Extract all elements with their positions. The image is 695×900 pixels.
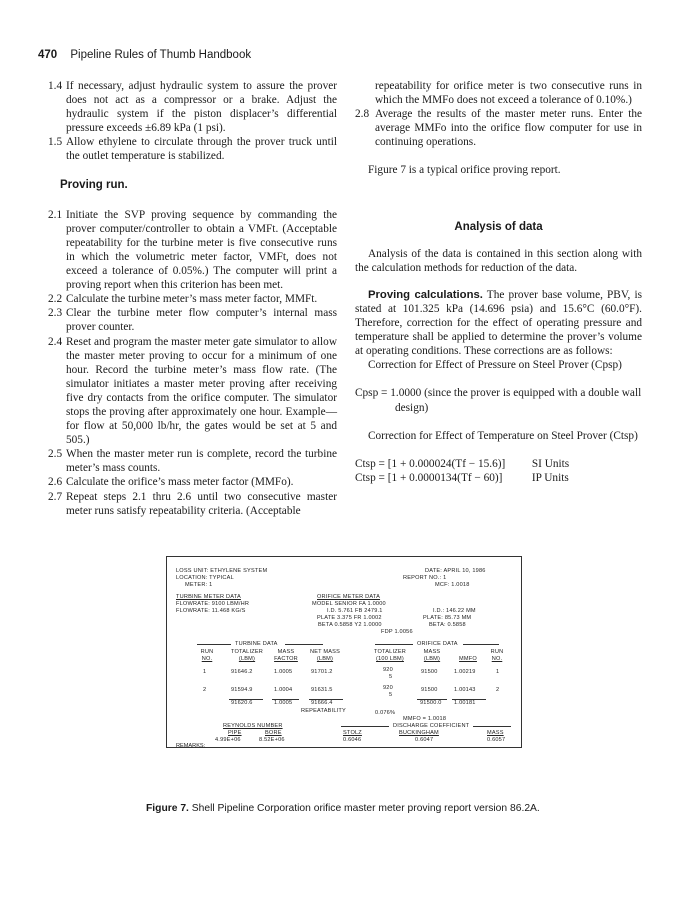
analysis-text: Analysis of the data is contained in this section along with the calculation methods for reduction of the data. bbox=[355, 247, 642, 274]
proving-report-figure bbox=[166, 556, 522, 748]
orifice-row: MODEL SENIOR FA 1.0000 bbox=[312, 601, 386, 607]
report-location: LOCATION: TYPICAL bbox=[176, 575, 234, 581]
continuation-text: repeatability for orifice meter is two consecutive runs in which the MMFo does not exceed a tolerance of 0.10%.) bbox=[375, 80, 642, 107]
cpsp-title: Correction for Effect of Pressure on Steel Prover (Cpsp) bbox=[368, 359, 622, 372]
cell-orifice-totalizer-2: 5 bbox=[389, 692, 393, 698]
dc-value: 0.6046 bbox=[343, 737, 362, 743]
caption-label: Figure 7. bbox=[146, 803, 189, 814]
orifice-row: PLATE 3.375 FR 1.0002 bbox=[317, 615, 382, 621]
proving-calc-heading: Proving calculations. bbox=[368, 288, 483, 301]
step-item: 2.1 Initiate the SVP proving sequence by commanding the prover computer/controller to obtain a VMFt. (Acceptable repeatability for the turbine meter is five consecutive runs in which the volumetric meter factor, VMFt, does not exceed a tolerance of 0.05%.) The computer will print a proving report when this criterion has been met. bbox=[48, 208, 337, 292]
dc-header: STOLZ bbox=[343, 730, 362, 736]
re-value: 4.99E+06 bbox=[215, 737, 241, 743]
dc-header: BUCKINGHAM bbox=[399, 730, 439, 736]
divider bbox=[341, 726, 389, 727]
section-heading: Proving run. bbox=[60, 178, 128, 191]
col-header: MMFO bbox=[459, 656, 477, 662]
avg-mmfo: 1.00181 bbox=[454, 700, 476, 706]
re-value: 8.52E+06 bbox=[259, 737, 285, 743]
col-header: MASS FACTOR bbox=[274, 649, 298, 662]
cell-orifice-totalizer-2: 5 bbox=[389, 674, 393, 680]
reynolds-number-heading: REYNOLDS NUMBER bbox=[223, 723, 283, 729]
cell-totalizer: 91646.2 bbox=[231, 669, 253, 675]
cell-run: 2 bbox=[203, 687, 207, 693]
repeatability-label: REPEATABILITY bbox=[301, 708, 346, 714]
report-date: DATE: APRIL 10, 1986 bbox=[425, 568, 486, 574]
divider bbox=[463, 644, 499, 645]
turbine-meter-data-heading: TURBINE METER DATA bbox=[176, 594, 241, 600]
cell-orifice-run: 1 bbox=[496, 669, 500, 675]
step-item: 1.4 If necessary, adjust hydraulic system to assure the prover does not act as a compressor or a brake. Adjust the hydraulic system if the piston displacer’s differential pressure exceeds ±6.89 kPa (1 psi). bbox=[48, 80, 337, 135]
cell-mass-factor: 1.0005 bbox=[274, 669, 293, 675]
discharge-coefficient-heading: DISCHARGE COEFFICIENT bbox=[393, 723, 470, 729]
cell-orifice-run: 2 bbox=[496, 687, 500, 693]
col-header: RUN NO. bbox=[200, 649, 214, 662]
flowrate-lbm: FLOWRATE: 9100 LBM/HR bbox=[176, 601, 250, 607]
orifice-beta: BETA: 0.5858 bbox=[429, 622, 466, 628]
caption-text: Shell Pipeline Corporation orifice master meter proving report version 86.2A. bbox=[191, 803, 540, 814]
step-item: 2.7 Repeat steps 2.1 thru 2.6 until two consecutive master meter runs satisfy repeatability criteria. (Acceptable bbox=[48, 490, 337, 517]
step-item: 2.5 When the master meter run is complete, record the turbine meter’s mass counts. bbox=[48, 448, 337, 475]
step-item: 2.6 Calculate the orifice’s mass meter factor (MMFo). bbox=[48, 476, 294, 489]
cell-mmfo: 1.00143 bbox=[454, 687, 476, 693]
proving-calculations: Proving calculations. The prover base volume, PBV, is stated at 101.325 kPa (14.696 psia) and 15.6°C (60.0°F). Therefore, correction for the effect of operating pressure and temperature shall be applied to determine the prover’s volume at operating conditions. These corrections are as follows: bbox=[355, 288, 642, 358]
right-column bbox=[355, 79, 642, 485]
page-number: 470 bbox=[38, 49, 58, 61]
step-item: 2.4 Reset and program the master meter gate simulator to allow the master meter proving to occur for a minimum of one hour. Record the turbine meter’s mass flow rate. (The simulator initiates a master meter proving after receiving five dry contacts from the orifice computer. The simulator stops the proving after approximately one hour. Example—for flow at 50,000 lb/hr, the gates would be set at 5 and 505.) bbox=[48, 335, 337, 447]
avg-mass: 91500.0 bbox=[420, 700, 442, 706]
figure-reference: Figure 7 is a typical orifice proving report. bbox=[368, 164, 561, 177]
cell-orifice-totalizer: 920 bbox=[383, 667, 393, 673]
step-item: 2.8 Average the results of the master meter runs. Enter the average MMFo into the orifice flow computer for use in continuing operations. bbox=[355, 108, 642, 149]
col-header: TOTALIZER (LBM) bbox=[230, 649, 264, 662]
cell-run: 1 bbox=[203, 669, 207, 675]
step-item: 2.3 Clear the turbine meter flow computer’s internal mass prover counter. bbox=[48, 307, 337, 334]
avg-totalizer: 91620.6 bbox=[231, 700, 253, 706]
orifice-row: I.D. 5.761 FB 2479.1 bbox=[327, 608, 383, 614]
dc-value: 0.6057 bbox=[487, 737, 506, 743]
report-loss-unit: LOSS UNIT: ETHYLENE SYSTEM bbox=[176, 568, 268, 574]
step-item: 2.2 Calculate the turbine meter’s mass meter factor, MMFt. bbox=[48, 293, 318, 306]
ctsp-si-equation: Ctsp = [1 + 0.000024(Tf − 15.6)] SI Units bbox=[355, 457, 570, 470]
report-number: REPORT NO.: 1 bbox=[403, 575, 447, 581]
re-header: PIPE bbox=[228, 730, 242, 736]
re-header: BORE bbox=[265, 730, 282, 736]
avg-mass-factor: 1.0005 bbox=[274, 700, 293, 706]
report-mcf: MCF: 1.0018 bbox=[435, 582, 470, 588]
col-header: MASS (LBM) bbox=[423, 649, 441, 662]
analysis-heading: Analysis of data bbox=[454, 220, 543, 233]
orifice-id-mm: I.D.: 146.22 MM bbox=[433, 608, 476, 614]
report-remarks: REMARKS: bbox=[176, 743, 206, 749]
cell-mass-factor: 1.0004 bbox=[274, 687, 293, 693]
divider bbox=[285, 644, 323, 645]
divider bbox=[197, 644, 231, 645]
ctsp-title: Correction for Effect of Temperature on Steel Prover (Ctsp) bbox=[368, 429, 638, 442]
col-header: RUN NO. bbox=[490, 649, 504, 662]
col-header: TOTALIZER (100 LBM) bbox=[373, 649, 407, 662]
flowrate-kgs: FLOWRATE: 11.468 KG/S bbox=[176, 608, 246, 614]
col-header: NET MASS (LBM) bbox=[309, 649, 341, 662]
page-header bbox=[38, 49, 251, 61]
divider bbox=[375, 644, 413, 645]
orifice-data-heading: ORIFICE DATA bbox=[417, 641, 458, 647]
orifice-row: FDP 1.0056 bbox=[381, 629, 413, 635]
left-column bbox=[38, 79, 337, 518]
orifice-row: BETA 0.5858 Y2 1.0000 bbox=[318, 622, 382, 628]
cell-orifice-totalizer: 920 bbox=[383, 685, 393, 691]
cell-mass: 91500 bbox=[421, 687, 438, 693]
dc-header: MASS bbox=[487, 730, 504, 736]
report-meter: METER: 1 bbox=[185, 582, 213, 588]
turbine-data-heading: TURBINE DATA bbox=[235, 641, 278, 647]
mmfo-final: MMFO = 1.0018 bbox=[403, 716, 447, 722]
repeatability-value: 0.076% bbox=[375, 710, 396, 716]
cell-mass: 91500 bbox=[421, 669, 438, 675]
divider bbox=[473, 726, 511, 727]
cpsp-equation: Cpsp = 1.0000 (since the prover is equipped with a double wall design) bbox=[355, 387, 642, 414]
dc-value: 0.6047 bbox=[415, 737, 434, 743]
ctsp-ip-equation: Ctsp = [1 + 0.0000134(Tf − 60)] IP Units bbox=[355, 471, 569, 484]
orifice-meter-data-heading: ORIFICE METER DATA bbox=[317, 594, 381, 600]
cell-net-mass: 91701.2 bbox=[311, 669, 333, 675]
figure-caption bbox=[146, 803, 566, 814]
cell-totalizer: 91594.9 bbox=[231, 687, 253, 693]
avg-net-mass: 91666.4 bbox=[311, 700, 333, 706]
cell-net-mass: 91631.5 bbox=[311, 687, 333, 693]
cell-mmfo: 1.00219 bbox=[454, 669, 476, 675]
book-title: Pipeline Rules of Thumb Handbook bbox=[70, 49, 252, 61]
orifice-plate-mm: PLATE: 85.73 MM bbox=[423, 615, 472, 621]
step-item: 1.5 Allow ethylene to circulate through the prover truck until the outlet temperature is stabilized. bbox=[48, 136, 337, 163]
